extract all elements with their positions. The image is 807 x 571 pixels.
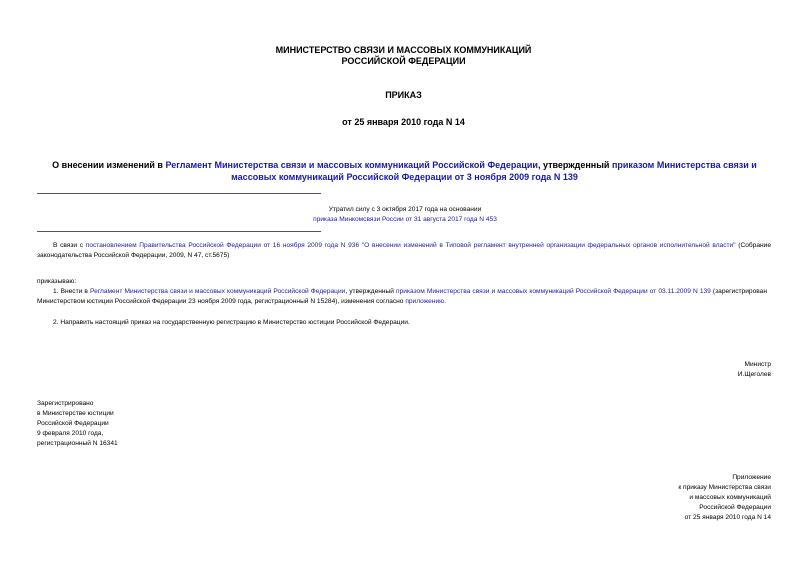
ministry-line-1: МИНИСТЕРСТВО СВЯЗИ И МАССОВЫХ КОММУНИКАЦИЙ — [275, 45, 532, 55]
lost-force-notice — [290, 205, 520, 225]
title-prefix: О внесении изменений в — [52, 160, 166, 170]
signature-position: Министр — [744, 361, 771, 368]
item-1-prefix: 1. Внести в — [53, 288, 90, 295]
preamble-link-resolution[interactable]: постановлением Правительства Российской Федерации от 16 ноября 2009 года N 936 — [85, 242, 360, 249]
signature-name: И.Щеголев — [737, 371, 771, 378]
divider-top — [37, 193, 321, 194]
item-1-link-reglament[interactable]: Регламент Министерства связи и массовых коммуникаций Российской Федерации — [89, 288, 346, 295]
lost-force-text: Утратил силу с 3 октября 2017 года на основании — [328, 206, 482, 213]
item-1-paragraph: 1. Внести в Регламент Министерства связи и массовых коммуникаций Российской Федерации, утвержденный приказом Министерства связи и массовых коммуникаций Российской Федерации от 03.11.2009 N 139 (зарегистрирован Министерством юстиции Российской Федерации 23 ноября 2009 года, регистрационный N 15284), изменения согласно приложению. — [37, 288, 767, 305]
title-link-order-139[interactable]: приказом Министерства связи и массовых коммуникаций Российской Федерации от 3 ноября 2009 года N 139 — [231, 160, 757, 182]
item-2-paragraph: 2. Направить настоящий приказ на государственную регистрацию в Министерство юстиции Российской Федерации. — [53, 319, 410, 326]
ministry-heading — [0, 45, 807, 67]
ministry-line-2: РОССИЙСКОЙ ФЕДЕРАЦИИ — [341, 56, 466, 66]
title-link-reglament[interactable]: Регламент Министерства связи и массовых коммуникаций Российской Федерации — [165, 160, 538, 170]
preamble-suffix: (Собрание законодательства Российской Федерации, 2009, N 47, ст.5675) — [37, 242, 771, 259]
preamble-paragraph — [37, 241, 771, 261]
order-word: приказываю: — [37, 278, 77, 285]
preamble-prefix: В связи с — [53, 242, 86, 249]
title-middle: , утвержденный — [537, 160, 612, 170]
item-1-link-order-139[interactable]: приказом Министерства связи и массовых коммуникаций Российской Федерации от 03.11.2009 N 139 — [396, 288, 711, 295]
preamble-link-title[interactable]: "О внесении изменений в Типовой регламент внутренней организации федеральных органов исполнительной власти" — [361, 242, 736, 249]
signature-block — [640, 360, 771, 380]
order-heading: ПРИКАЗ — [385, 90, 422, 100]
lost-force-link[interactable]: приказа Минкомсвязи России от 31 августа 2017 года N 453 — [313, 216, 497, 223]
divider-bottom — [37, 231, 321, 232]
appendix-block: Приложение к приказу Министерства связи и массовых коммуникаций Российской Федерации от 25 января 2010 года N 14 — [678, 474, 771, 521]
registration-block: Зарегистрировано в Министерстве юстиции Российской Федерации 9 февраля 2010 года, регистрационный N 16341 — [37, 400, 118, 447]
order-date: от 25 января 2010 года N 14 — [342, 117, 465, 127]
item-1-link-appendix[interactable]: приложению — [405, 298, 445, 305]
document-title — [52, 159, 757, 183]
